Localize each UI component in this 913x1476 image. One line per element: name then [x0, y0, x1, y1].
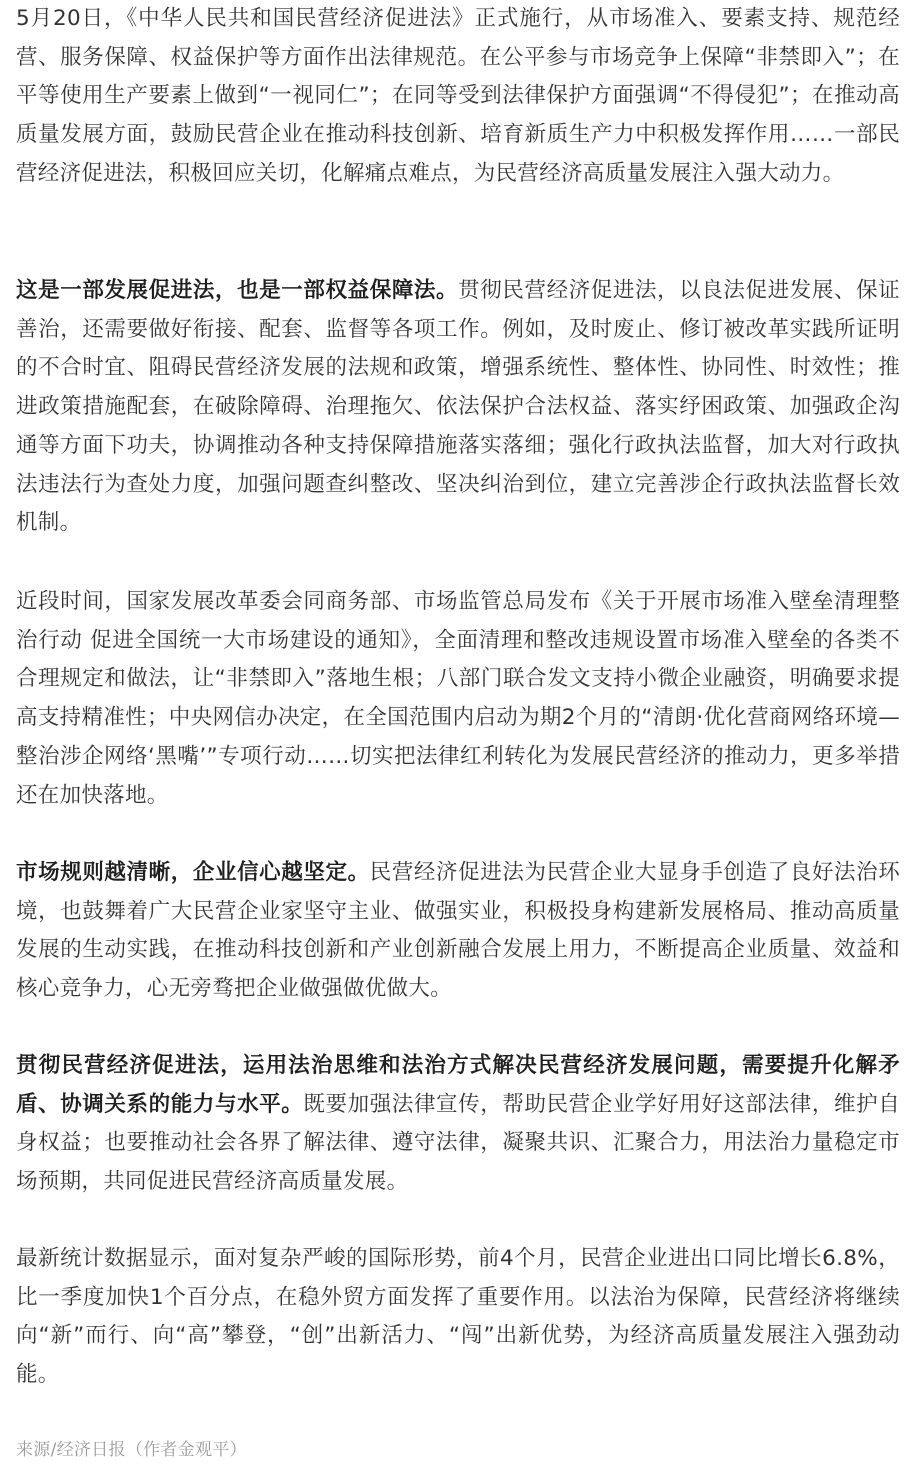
paragraph-2-text: 贯彻民营经济促进法，以良法促进发展、保证善治，还需要做好衔接、配套、监督等各项工作。例如，及时废止、修订被改革实践所证明的不合时宜、阻碍民营经济发展的法规和政策，增强系统性、整体性、协同性、时效性；推进政策措施配套，在破除障碍、治理拖欠、依法保护合法权益、落实纾困政策、加强政企沟通等方面下功夫，协调推动各种支持保障措施落实落细；强化行政执法监督，加大对行政执法违法行为查处力度，加强问题查纠整改、坚决纠治到位，建立完善涉企行政执法监督长效机制。 [16, 278, 900, 536]
paragraph-5-text: 既要加强法律宣传，帮助民营企业学好用好这部法律，维护自身权益；也要推动社会各界了解法律、遵守法律，凝聚共识、汇聚合力，用法治力量稳定市场预期，共同促进民营经济高质量发展。 [16, 1091, 900, 1195]
paragraph-4-text: 民营经济促进法为民营企业大显身手创造了良好法治环境，也鼓舞着广大民营企业家坚守主业、做强实业，积极投身构建新发展格局、推动高质量发展的生动实践，在推动科技创新和产业创新融合发展上用力，不断提高企业质量、效益和核心竞争力，心无旁骛把企业做强做优做大。 [16, 860, 900, 1002]
paragraph-6-text: 最新统计数据显示，面对复杂严峻的国际形势，前4个月，民营企业进出口同比增长6.8%，比一季度加快1个百分点，在稳外贸方面发挥了重要作用。以法治为保障，民营经济将继续向“新”而行、向“高”攀登，“创”出新活力、“闯”出新优势，为经济高质量发展注入强劲动能。 [16, 1246, 900, 1388]
source-credit: 来源/经济日报（作者金观平） [16, 1440, 247, 1460]
paragraph-2-lead: 这是一部发展促进法，也是一部权益保障法。 [16, 278, 459, 303]
paragraph-5-lead: 贯彻民营经济促进法，运用法治思维和法治方式解决民营经济发展问题，需要提升化解矛盾、协调关系的能力与水平。 [16, 1053, 900, 1117]
paragraph-4 [16, 854, 900, 1009]
paragraph-3 [16, 583, 900, 815]
paragraph-3-text: 近段时间，国家发展改革委会同商务部、市场监管总局发布《关于开展市场准入壁垒清理整治行动 促进全国统一大市场建设的通知》，全面清理和整改违规设置市场准入壁垒的各类不合理规定和做法，让“非禁即入”落地生根；八部门联合发文支持小微企业融资，明确要求提高支持精准性；中央网信办决定，在全国范围内启动为期2个月的“清朗·优化营商网络环境—整治涉企网络‘黑嘴’”专项行动……切实把法律红利转化为发展民营经济的推动力，更多举措还在加快落地。 [16, 589, 900, 808]
paragraph-1-text: 5月20日，《中华人民共和国民营经济促进法》正式施行，从市场准入、要素支持、规范经营、服务保障、权益保护等方面作出法律规范。在公平参与市场竞争上保障“非禁即入”；在平等使用生产要素上做到“一视同仁”；在同等受到法律保护方面强调“不得侵犯”；在推动高质量发展方面，鼓励民营企业在推动科技创新、培育新质生产力中积极发挥作用……一部民营经济促进法，积极回应关切，化解痛点难点，为民营经济高质量发展注入强大动力。 [16, 6, 900, 186]
paragraph-1 [16, 0, 900, 194]
paragraph-2 [16, 272, 900, 543]
paragraph-4-lead: 市场规则越清晰，企业信心越坚定。 [16, 860, 370, 885]
paragraph-5 [16, 1047, 900, 1202]
paragraph-6 [16, 1240, 900, 1395]
